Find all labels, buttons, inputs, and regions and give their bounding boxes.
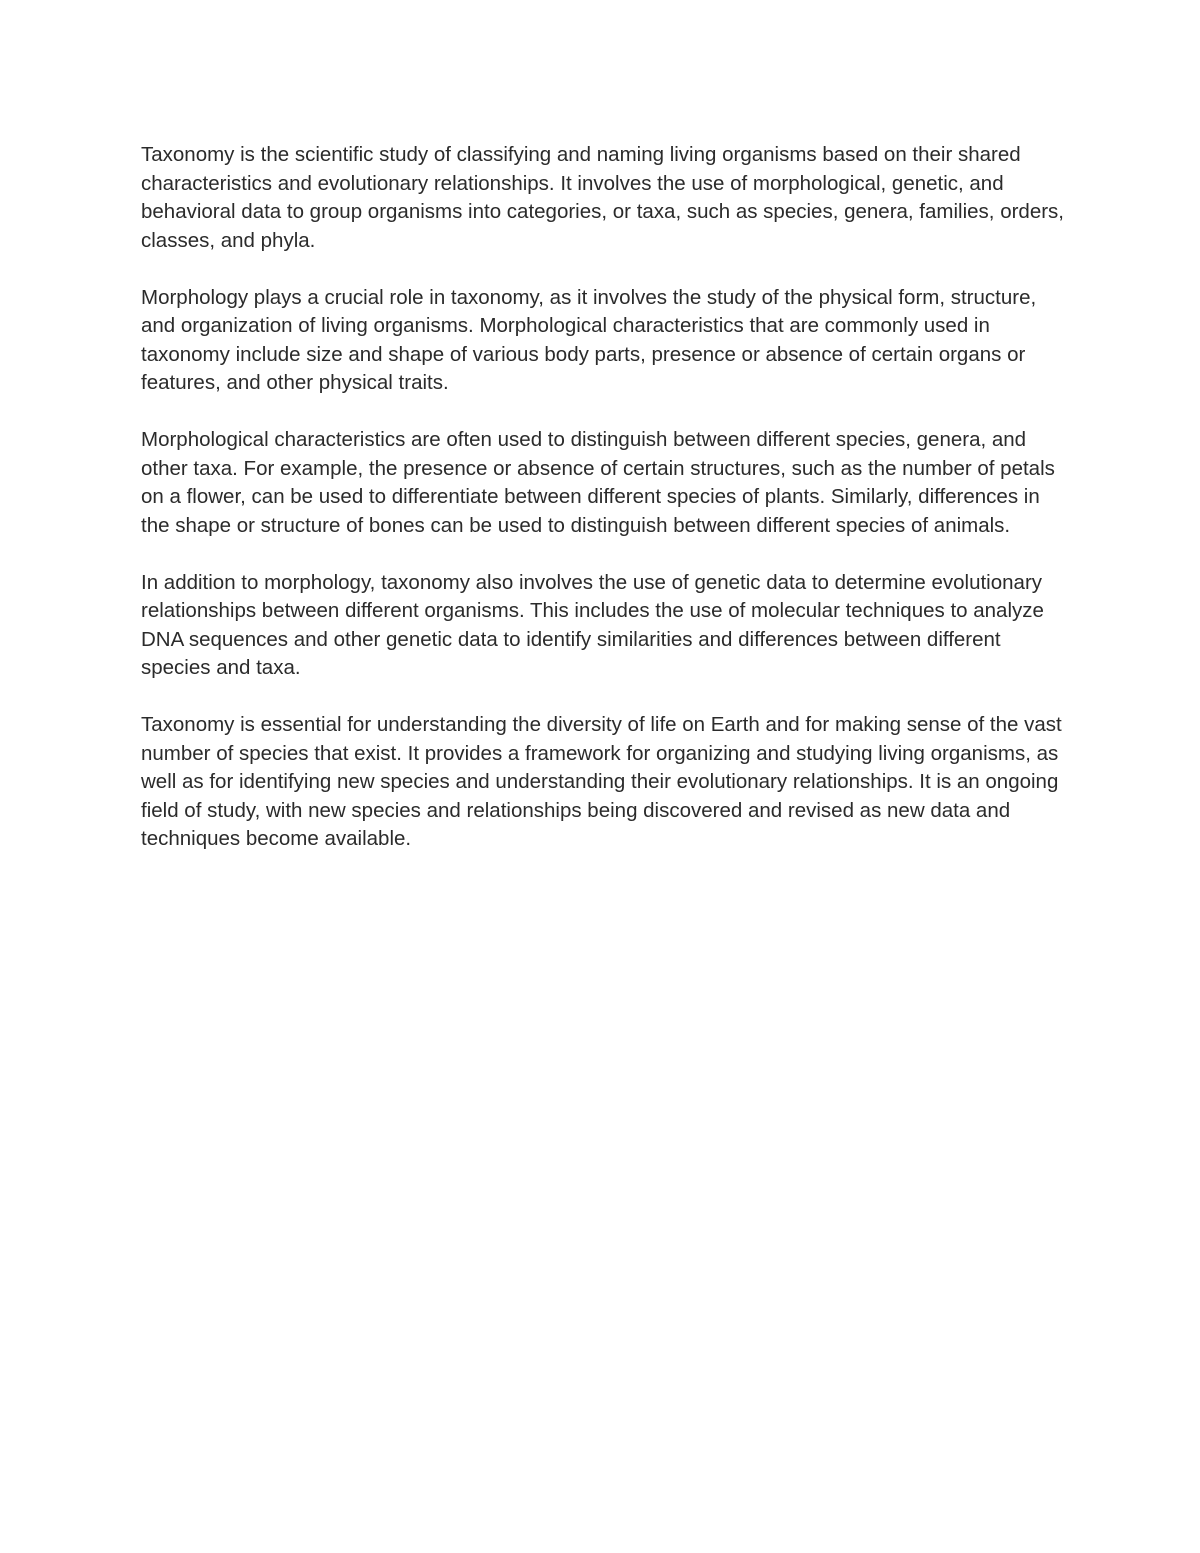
document-body (141, 141, 1071, 882)
paragraph-taxonomy-importance: Taxonomy is essential for understanding the diversity of life on Earth and for making sense of the vast number of species that exist. It provides a framework for organizing and studying living organisms, as well as for identifying new species and understanding their evolutionary relationships. It is an ongoing field of study, with new species and relationships being discovered and revised as new data and techniques become available. (141, 713, 1062, 850)
paragraph-morphological-characteristics: Morphological characteristics are often used to distinguish between different species, genera, and other taxa. For example, the presence or absence of certain structures, such as the number of petals on a flower, can be used to differentiate between different species of plants. Similarly, differences in the shape or structure of bones can be used to distinguish between different species of animals. (141, 428, 1055, 537)
paragraph-genetic-data: In addition to morphology, taxonomy also involves the use of genetic data to determine evolutionary relationships between different organisms. This includes the use of molecular techniques to analyze DNA sequences and other genetic data to identify similarities and differences between different species and taxa. (141, 570, 1044, 679)
paragraph-morphology-role: Morphology plays a crucial role in taxonomy, as it involves the study of the physical form, structure, and organization of living organisms. Morphological characteristics that are commonly used in taxonomy include size and shape of various body parts, presence or absence of certain organs or features, and other physical traits. (141, 285, 1037, 394)
paragraph-taxonomy-definition: Taxonomy is the scientific study of classifying and naming living organisms based on their shared characteristics and evolutionary relationships. It involves the use of morphological, genetic, and behavioral data to group organisms into categories, or taxa, such as species, genera, families, orders, classes, and phyla. (141, 143, 1064, 252)
